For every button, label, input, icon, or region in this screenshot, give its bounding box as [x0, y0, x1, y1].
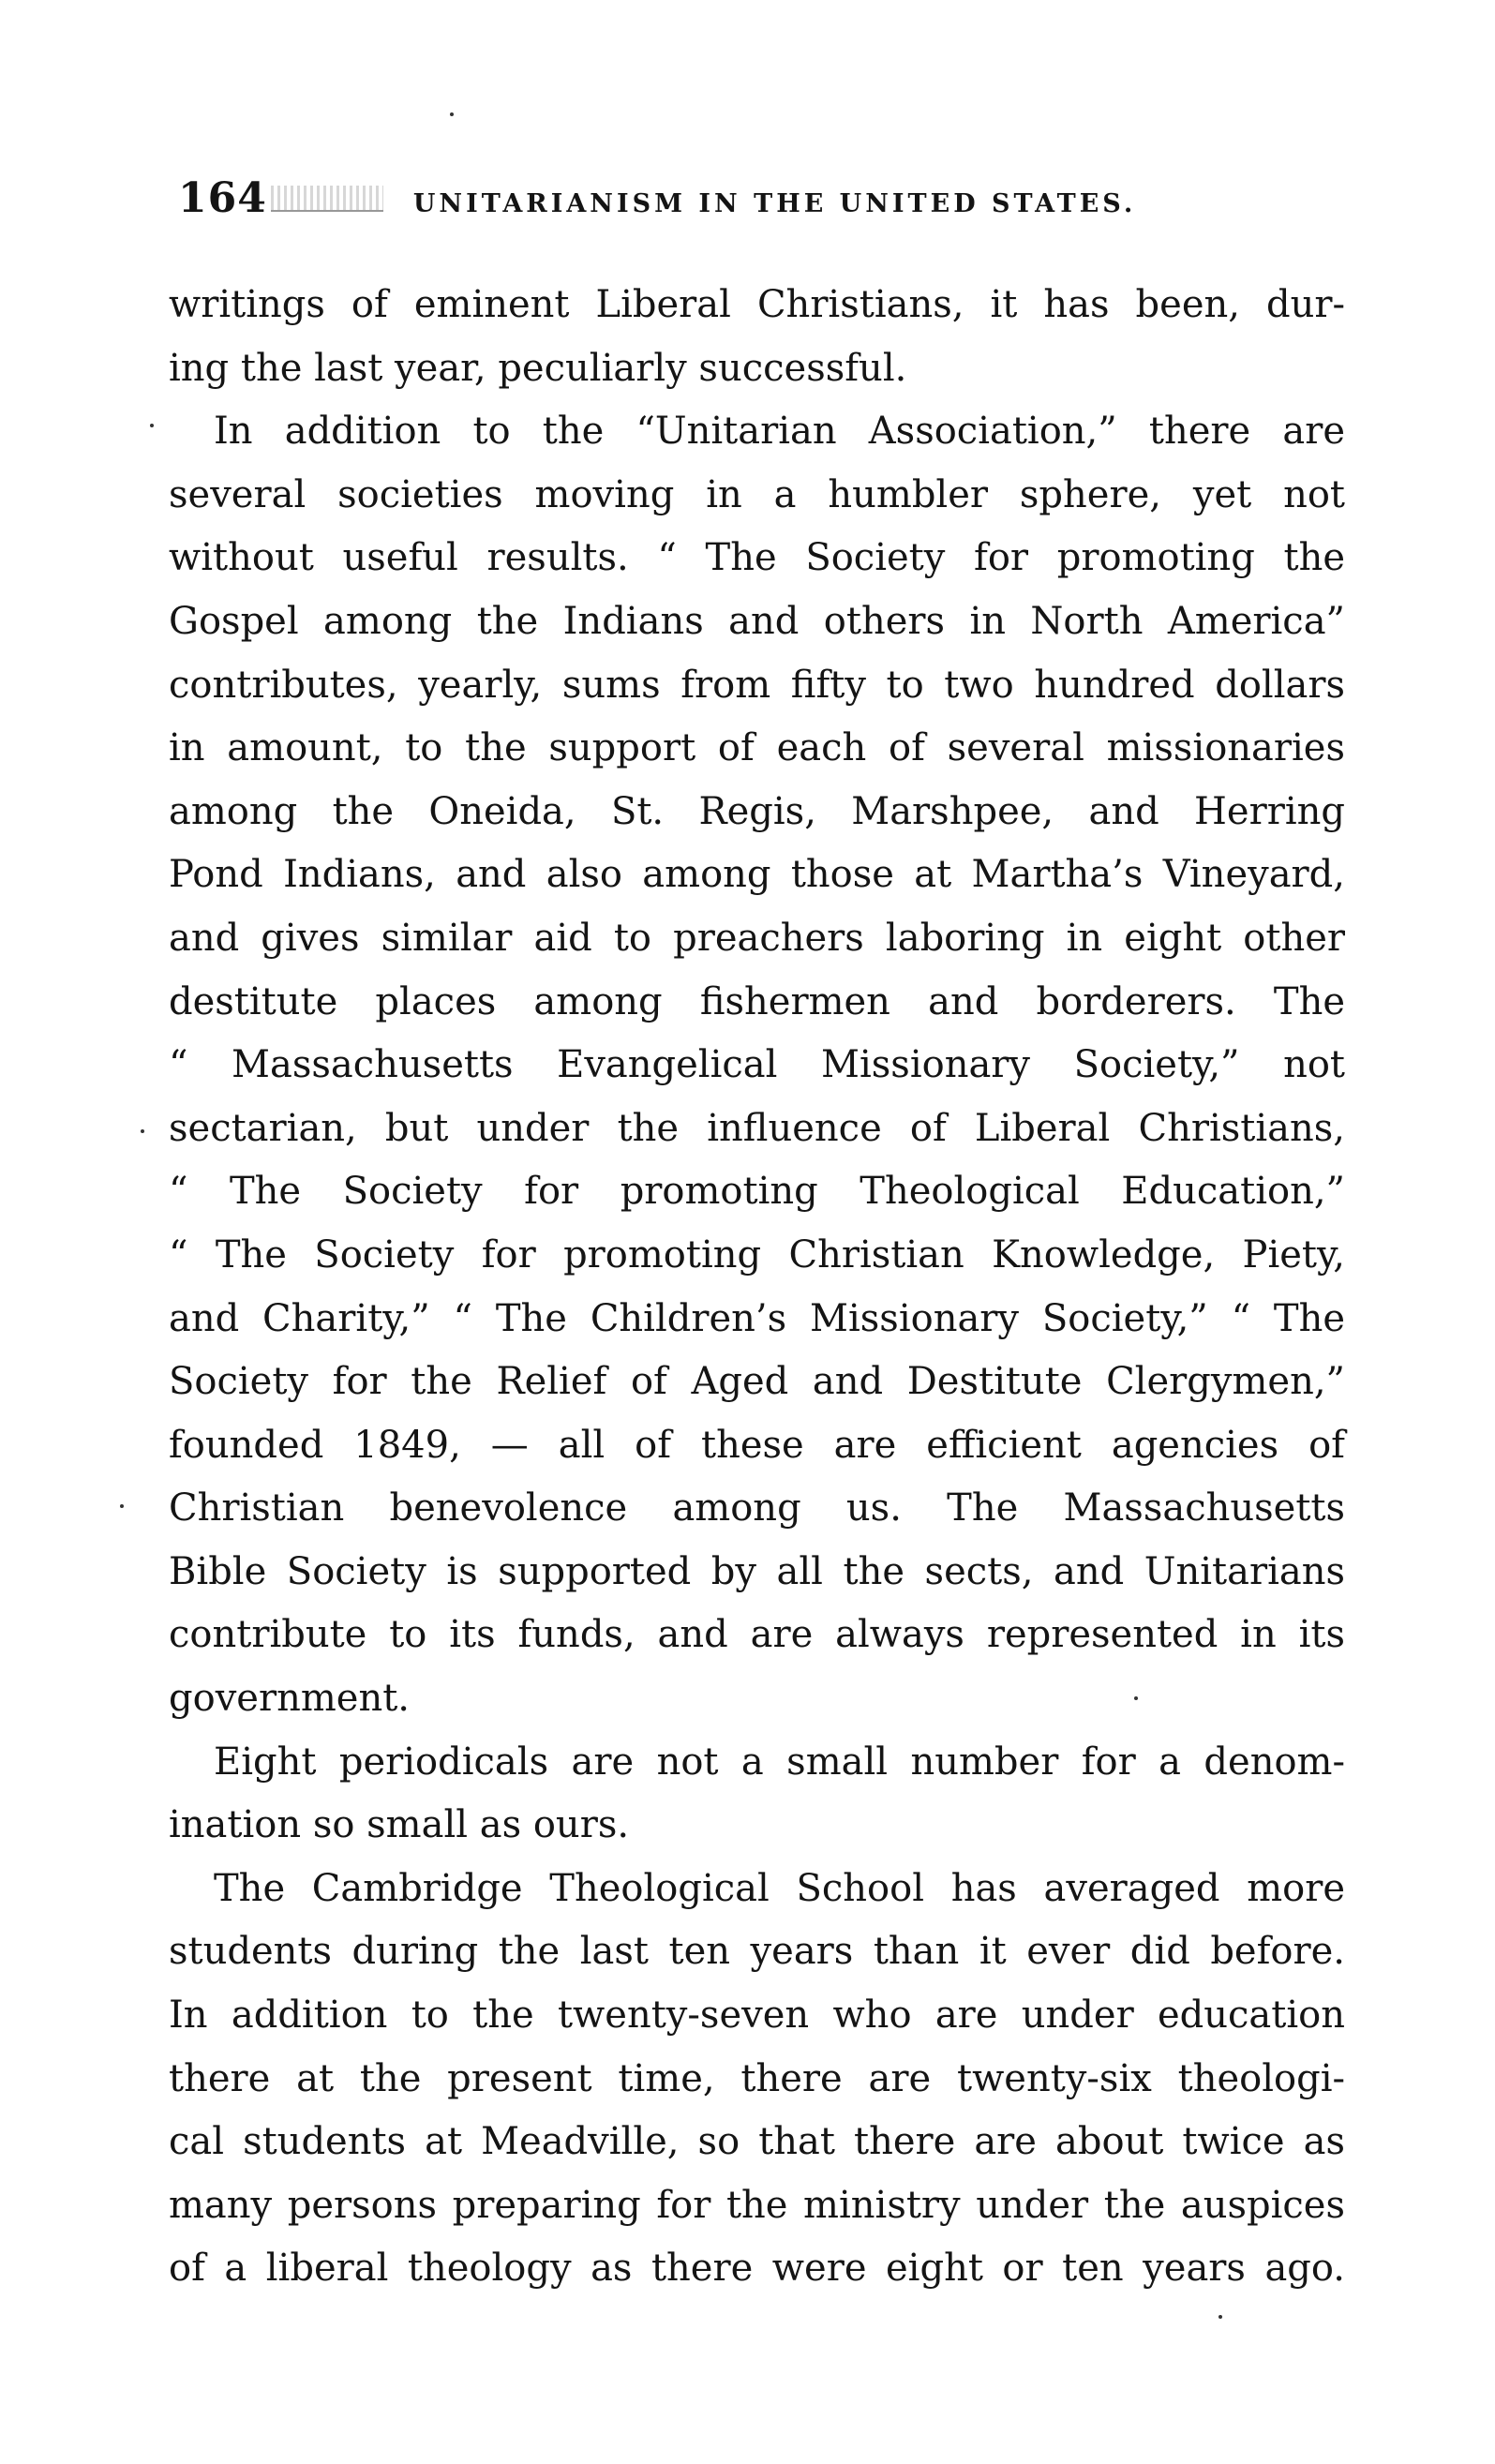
text-line: in amount, to the support of each of several missionaries — [169, 726, 1345, 770]
ink-speck — [1218, 2315, 1222, 2319]
text-line: cal students at Meadville, so that there are about twice as — [169, 2120, 1345, 2164]
ink-speck — [150, 424, 154, 427]
body-text — [169, 274, 1345, 2301]
text-line: Society for the Relief of Aged and Destitute Clergymen,” — [169, 1360, 1345, 1404]
running-title: UNITARIANISM IN THE UNITED STATES. — [412, 189, 1137, 218]
running-head — [178, 174, 1340, 231]
text-line: In addition to the “Unitarian Association,” there are — [214, 410, 1345, 454]
text-line: founded 1849, — all of these are efficient agencies of — [169, 1423, 1345, 1467]
ink-speck — [1134, 1696, 1138, 1700]
ink-smudge — [271, 186, 383, 212]
text-line: students during the last ten years than it ever did before. — [169, 1930, 1345, 1974]
text-line: Christian benevolence among us. The Massachusetts — [169, 1486, 1345, 1531]
text-line: “ The Society for promoting Theological Education,” — [169, 1170, 1345, 1214]
text-line: The Cambridge Theological School has averaged more — [214, 1866, 1345, 1910]
ink-speck — [450, 112, 454, 116]
text-line: destitute places among fishermen and borderers. The — [169, 979, 1345, 1023]
text-line: Pond Indians, and also among those at Martha’s Vineyard, — [169, 853, 1345, 897]
page-number: 164 — [178, 174, 267, 222]
ink-speck — [120, 1504, 124, 1508]
text-line: several societies moving in a humbler sphere, yet not — [169, 472, 1345, 516]
text-line: sectarian, but under the influence of Liberal Christians, — [169, 1106, 1345, 1150]
text-line: of a liberal theology as there were eight or ten years ago. — [169, 2247, 1345, 2291]
text-line: “ The Society for promoting Christian Knowledge, Piety, — [169, 1232, 1345, 1277]
text-line: Eight periodicals are not a small number for a denom- — [214, 1740, 1345, 1784]
text-line: without useful results. “ The Society for promoting the — [169, 536, 1345, 580]
text-line: Bible Society is supported by all the sects, and Unitarians — [169, 1549, 1345, 1593]
text-line: contribute to its funds, and are always represented in its — [169, 1613, 1345, 1657]
text-line: “ Massachusetts Evangelical Missionary Society,” not — [169, 1043, 1345, 1087]
text-line: many persons preparing for the ministry under the auspices — [169, 2183, 1345, 2227]
text-line: Gospel among the Indians and others in North America” — [169, 599, 1345, 643]
text-line: among the Oneida, St. Regis, Marshpee, and Herring — [169, 789, 1345, 833]
text-line: and Charity,” “ The Children’s Missionary Society,” “ The — [169, 1296, 1345, 1340]
text-line: there at the present time, there are twenty-six theologi- — [169, 2056, 1345, 2100]
ink-speck — [141, 1129, 144, 1133]
text-line: ing the last year, peculiarly successful. — [169, 346, 907, 390]
text-line: government. — [169, 1677, 410, 1721]
text-line: writings of eminent Liberal Christians, it has been, dur- — [169, 283, 1345, 326]
text-line: ination so small as ours. — [169, 1803, 630, 1847]
text-line: and gives similar aid to preachers laboring in eight other — [169, 916, 1345, 960]
text-line: In addition to the twenty-seven who are under education — [169, 1994, 1345, 2038]
text-line: contributes, yearly, sums from fifty to two hundred dollars — [169, 663, 1345, 707]
